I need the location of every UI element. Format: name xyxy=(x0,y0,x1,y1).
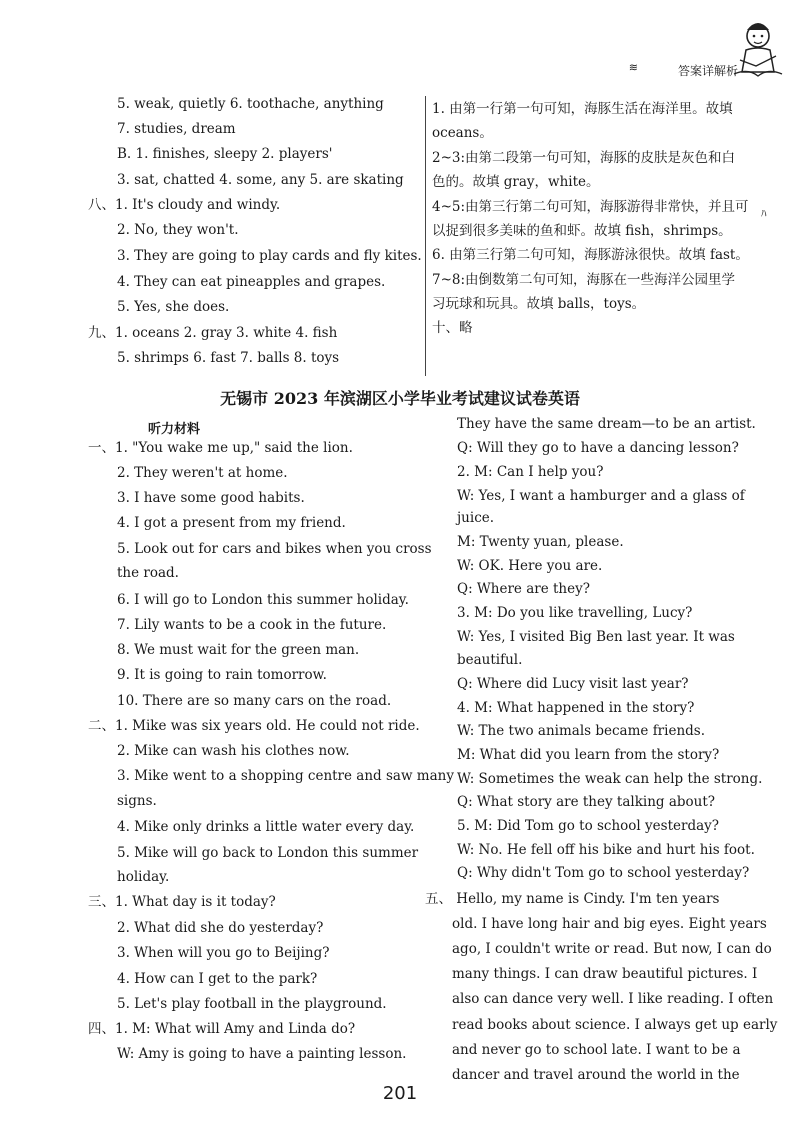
transcript-line: 3. When will you go to Beijing? xyxy=(117,945,330,961)
transcript-line: 2. M: Can I help you? xyxy=(457,464,604,480)
transcript-line: W: The two animals became friends. xyxy=(457,723,706,739)
answer-line: 4. They can eat pineapples and grapes. xyxy=(117,274,386,290)
explanation-line: 以捉到很多美味的鱼和虾。故填 fish，shrimps。 xyxy=(432,223,732,239)
transcript-line: Q: Where did Lucy visit last year? xyxy=(457,676,689,692)
transcript-line: 五、 Hello, my name is Cindy. I'm ten years xyxy=(425,891,720,907)
section-title: 无锡市 2023 年滨湖区小学毕业考试建议试卷英语 xyxy=(220,389,580,408)
transcript-line: 4. Mike only drinks a little water every day. xyxy=(117,819,415,835)
transcript-line: dancer and travel around the world in the xyxy=(452,1067,740,1083)
explanation-line: 色的。故填 gray，white。 xyxy=(432,174,600,190)
transcript-line: W: Yes, I visited Big Ben last year. It was xyxy=(457,629,735,645)
transcript-line: 2. What did she do yesterday? xyxy=(117,920,324,936)
answer-line: 3. sat, chatted 4. some, any 5. are skating xyxy=(117,172,404,188)
transcript-line: holiday. xyxy=(117,869,170,885)
explanation-line: 习玩球和玩具。故填 balls，toys。 xyxy=(432,296,646,312)
page-number: 201 xyxy=(382,1083,418,1104)
transcript-line: W: Amy is going to have a painting lesson. xyxy=(117,1046,407,1062)
transcript-line: signs. xyxy=(117,793,157,809)
transcript-line: 3. M: Do you like travelling, Lucy? xyxy=(457,605,693,621)
transcript-line: 8. We must wait for the green man. xyxy=(117,642,360,658)
transcript-line: 4. I got a present from my friend. xyxy=(117,515,346,531)
transcript-line: Q: Will they go to have a dancing lesson? xyxy=(457,440,739,456)
transcript-line: 4. M: What happened in the story? xyxy=(457,700,695,716)
transcript-line: and never go to school late. I want to be a xyxy=(452,1042,741,1058)
transcript-line: many things. I can draw beautiful pictures. I xyxy=(452,966,758,982)
listening-title: 听力材料 xyxy=(148,422,201,437)
transcript-line: 二、1. Mike was six years old. He could not ride. xyxy=(88,718,420,734)
explanation-line: 4~5:由第三行第二句可知，海豚游得非常快，并且可 xyxy=(432,199,749,215)
transcript-line: ago, I couldn't write or read. But now, I can do xyxy=(452,941,772,957)
transcript-line: W: Sometimes the weak can help the strong. xyxy=(457,771,763,787)
transcript-line: old. I have long hair and big eyes. Eight years xyxy=(452,916,767,932)
transcript-line: 5. Let's play football in the playground. xyxy=(117,996,387,1012)
explanation-line: oceans。 xyxy=(432,125,493,141)
answer-line: 3. They are going to play cards and fly kites. xyxy=(117,248,422,264)
answer-line: B. 1. finishes, sleepy 2. players' xyxy=(117,146,333,162)
transcript-line: also can dance very well. I like reading. I often xyxy=(452,991,774,1007)
transcript-line: W: No. He fell off his bike and hurt his foot. xyxy=(457,842,755,858)
transcript-line: W: OK. Here you are. xyxy=(457,558,603,574)
transcript-line: W: Yes, I want a hamburger and a glass of xyxy=(457,488,745,504)
header-decoration: ≋ xyxy=(628,61,638,74)
explanation-line: 6. 由第三行第二句可知，海豚游泳很快。故填 fast。 xyxy=(432,247,749,263)
answer-line: 5. Yes, she does. xyxy=(117,299,230,315)
transcript-line: 4. How can I get to the park? xyxy=(117,971,318,987)
transcript-line: 四、1. M: What will Amy and Linda do? xyxy=(88,1021,356,1037)
answer-line: 5. shrimps 6. fast 7. balls 8. toys xyxy=(117,350,340,366)
transcript-line: 7. Lily wants to be a cook in the future. xyxy=(117,617,387,633)
answer-line: 八、1. It's cloudy and windy. xyxy=(88,197,281,213)
transcript-line: 5. M: Did Tom go to school yesterday? xyxy=(457,818,720,834)
transcript-line: M: What did you learn from the story? xyxy=(457,747,720,763)
transcript-line: 5. Look out for cars and bikes when you cross xyxy=(117,541,432,557)
transcript-line: read books about science. I always get up early xyxy=(452,1017,778,1033)
transcript-line: 9. It is going to rain tomorrow. xyxy=(117,667,327,683)
transcript-line: 2. They weren't at home. xyxy=(117,465,288,481)
answer-line: 九、1. oceans 2. gray 3. white 4. fish xyxy=(88,325,338,341)
transcript-line: 3. I have some good habits. xyxy=(117,490,305,506)
transcript-line: Q: Where are they? xyxy=(457,581,590,597)
margin-scribble: ﾊ xyxy=(761,207,767,220)
transcript-line: They have the same dream—to be an artist. xyxy=(457,416,756,432)
header-label: 答案详解析 xyxy=(677,64,738,78)
explanation-line: 2~3:由第二段第一句可知，海豚的皮肤是灰色和白 xyxy=(432,150,736,166)
answer-header xyxy=(608,16,788,86)
transcript-line: M: Twenty yuan, please. xyxy=(457,534,624,550)
transcript-line: the road. xyxy=(117,565,179,581)
answer-line: 7. studies, dream xyxy=(117,121,236,137)
transcript-line: 6. I will go to London this summer holiday. xyxy=(117,592,409,608)
column-divider xyxy=(425,96,426,376)
transcript-line: 10. There are so many cars on the road. xyxy=(117,693,392,709)
transcript-line: Q: Why didn't Tom go to school yesterday? xyxy=(457,865,750,881)
transcript-line: 一、1. "You wake me up," said the lion. xyxy=(88,440,353,456)
explanation-line: 7~8:由倒数第二句可知，海豚在一些海洋公园里学 xyxy=(432,272,736,288)
transcript-line: 3. Mike went to a shopping centre and saw many xyxy=(117,768,454,784)
answer-line: 5. weak, quietly 6. toothache, anything xyxy=(117,96,384,112)
explanation-line: 十、略 xyxy=(432,320,473,336)
transcript-line: beautiful. xyxy=(457,652,523,668)
transcript-line: 5. Mike will go back to London this summer xyxy=(117,845,419,861)
transcript-line: 三、1. What day is it today? xyxy=(88,894,276,910)
answer-line: 2. No, they won't. xyxy=(117,222,239,238)
transcript-line: 2. Mike can wash his clothes now. xyxy=(117,743,350,759)
transcript-line: juice. xyxy=(457,510,495,526)
transcript-line: Q: What story are they talking about? xyxy=(457,794,715,810)
explanation-line: 1. 由第一行第一句可知，海豚生活在海洋里。故填 xyxy=(432,101,733,117)
